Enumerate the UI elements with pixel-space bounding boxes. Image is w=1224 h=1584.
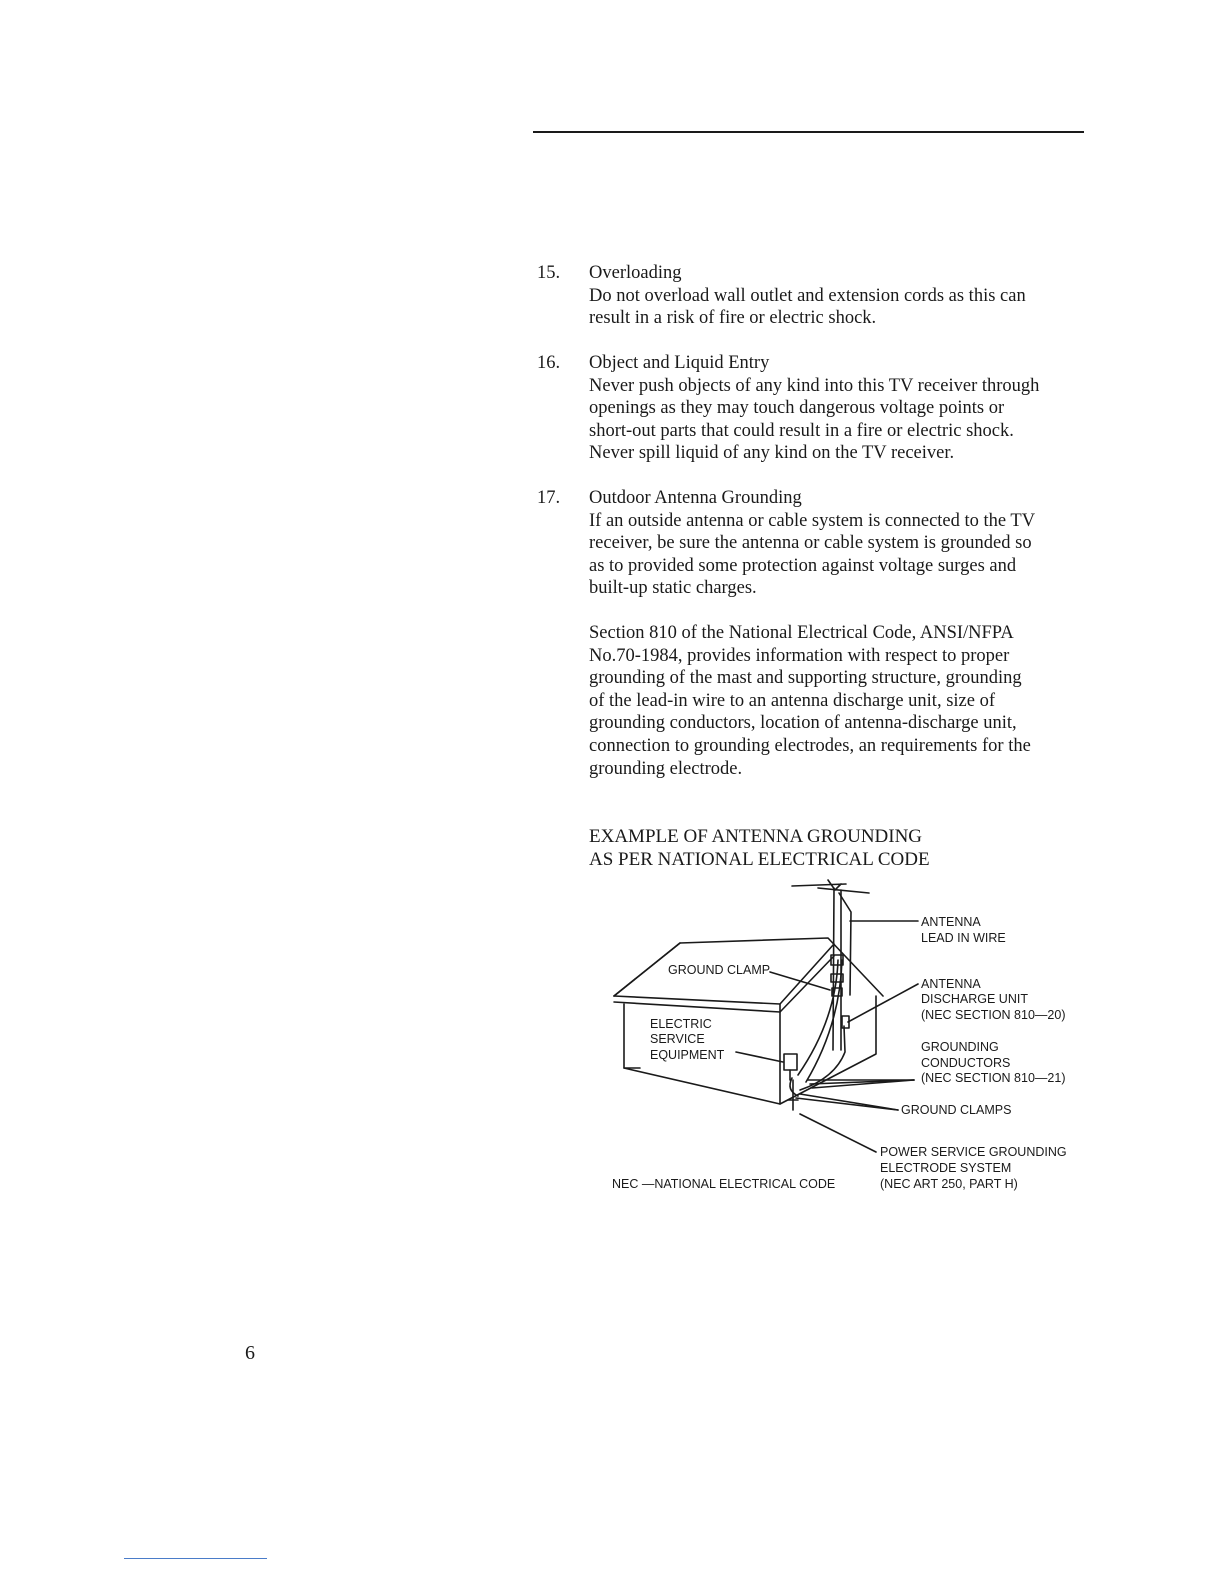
paragraph-line: Section 810 of the National Electrical Code, ANSI/NFPA [589, 623, 1014, 643]
header-rule [533, 131, 1084, 133]
label-conductors: CONDUCTORS [921, 1056, 1011, 1070]
item-line: built-up static charges. [589, 578, 757, 599]
label-ground-clamp: GROUND CLAMP [668, 963, 771, 977]
figure-title-line: AS PER NATIONAL ELECTRICAL CODE [589, 849, 930, 870]
item-line: short-out parts that could result in a fire or electric shock. [589, 420, 1014, 441]
paragraph-line: grounding conductors, location of antenna-discharge unit, [589, 713, 1017, 734]
label-electrode-system: ELECTRODE SYSTEM [880, 1161, 1012, 1175]
label-nec-art: (NEC ART 250, PART H) [880, 1177, 1018, 1191]
electric-service-box-icon [784, 1054, 797, 1070]
paragraph-line: No.70-1984, provides information with respect to proper [589, 645, 1010, 666]
label-electric: ELECTRIC [650, 1017, 712, 1031]
label-ground-clamps: GROUND CLAMPS [901, 1103, 1012, 1117]
label-equipment: EQUIPMENT [650, 1048, 725, 1062]
diagram-labels [612, 915, 1067, 1191]
label-power-service: POWER SERVICE GROUNDING [880, 1145, 1067, 1159]
label-grounding: GROUNDING [921, 1040, 999, 1054]
paragraph-line: grounding electrode. [589, 758, 743, 779]
item-line: Never push objects of any kind into this TV receiver through [589, 375, 1040, 396]
paragraph-line: of the lead-in wire to an antenna discharge unit, size of [589, 690, 995, 711]
item-heading: Object and Liquid Entry [589, 353, 770, 373]
item-number: 17. [537, 488, 561, 508]
antenna-icon [792, 880, 869, 893]
bottom-underline [124, 1558, 267, 1559]
item-line: Do not overload wall outlet and extension cords as this can [589, 285, 1026, 306]
item-number: 15. [537, 263, 561, 283]
item-line: receiver, be sure the antenna or cable system is grounded so [589, 533, 1032, 554]
label-discharge-section: (NEC SECTION 810—20) [921, 1008, 1066, 1022]
page-number: 6 [245, 1342, 255, 1364]
item-line: as to provided some protection against voltage surges and [589, 555, 1017, 576]
item-heading: Overloading [589, 263, 682, 283]
paragraph-line: grounding of the mast and supporting structure, grounding [589, 668, 1022, 689]
label-antenna: ANTENNA [921, 915, 981, 929]
item-number: 16. [537, 353, 561, 373]
label-lead-in-wire: LEAD IN WIRE [921, 931, 1006, 945]
item-line: If an outside antenna or cable system is connected to the TV [589, 510, 1036, 531]
item-line: openings as they may touch dangerous voltage points or [589, 398, 1005, 419]
section-810-paragraph [589, 622, 1119, 780]
figure-title [589, 825, 930, 871]
figure-title-line: EXAMPLE OF ANTENNA GROUNDING [589, 826, 923, 847]
paragraph-line: connection to grounding electrodes, an requirements for the [589, 735, 1031, 756]
item-line: result in a risk of fire or electric shock. [589, 308, 877, 329]
antenna-grounding-diagram [600, 872, 1090, 1202]
label-nec-note: NEC —NATIONAL ELECTRICAL CODE [612, 1177, 836, 1191]
label-discharge-unit: DISCHARGE UNIT [921, 992, 1028, 1006]
item-heading: Outdoor Antenna Grounding [589, 488, 802, 508]
label-discharge-antenna: ANTENNA [921, 977, 981, 991]
label-conductors-section: (NEC SECTION 810—21) [921, 1071, 1066, 1085]
label-service: SERVICE [650, 1032, 705, 1046]
item-line: Never spill liquid of any kind on the TV receiver. [589, 443, 955, 464]
